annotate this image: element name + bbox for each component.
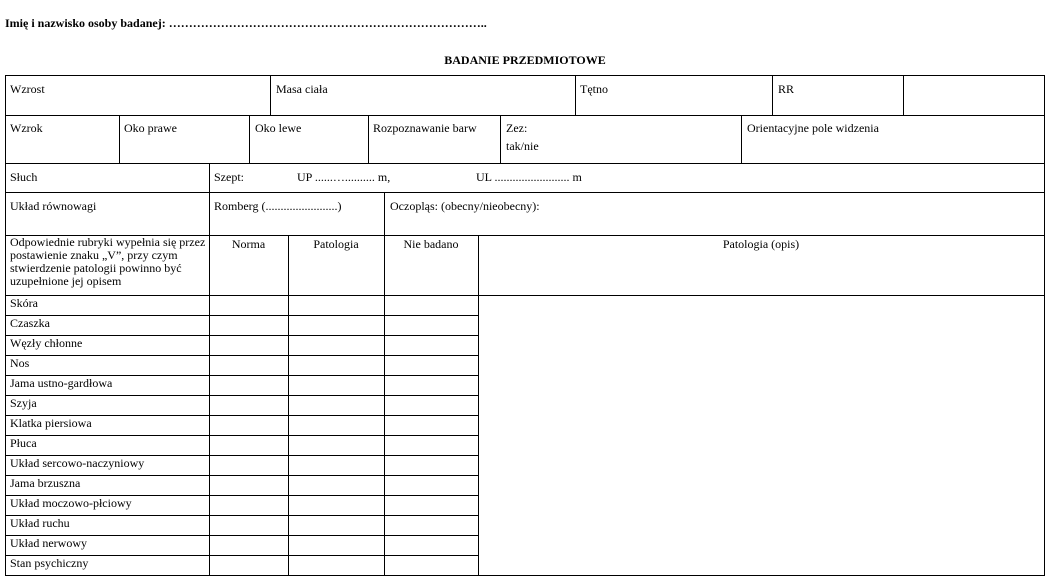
norma-cell[interactable]: [210, 376, 288, 395]
nie-badano-cell[interactable]: [385, 456, 478, 475]
patologia-cell[interactable]: [289, 336, 384, 355]
exam-row-label: Układ ruchu: [10, 516, 70, 530]
right-eye-field[interactable]: Oko prawe: [124, 121, 177, 135]
norma-cell[interactable]: [210, 456, 288, 475]
weight-field[interactable]: Masa ciała: [276, 82, 328, 96]
norma-cell[interactable]: [210, 356, 288, 375]
nie-badano-cell[interactable]: [385, 416, 478, 435]
pathology-description-area[interactable]: [479, 296, 1044, 575]
exam-row-label: Klatka piersiowa: [10, 416, 92, 430]
exam-row-label: Układ sercowo-naczyniowy: [10, 456, 145, 470]
patologia-cell[interactable]: [289, 376, 384, 395]
form-title: BADANIE PRZEDMIOTOWE: [444, 53, 606, 67]
patologia-cell[interactable]: [289, 316, 384, 335]
patologia-cell[interactable]: [289, 416, 384, 435]
left-ear-field[interactable]: UL ......................... m: [476, 170, 582, 184]
exam-row-label: Układ moczowo-płciowy: [10, 496, 132, 510]
norma-cell[interactable]: [210, 396, 288, 415]
color-vision-field[interactable]: Rozpoznawanie barw: [373, 121, 477, 135]
norma-cell[interactable]: [210, 496, 288, 515]
exam-row-label: Płuca: [10, 436, 37, 450]
blood-pressure-field[interactable]: RR: [778, 82, 795, 96]
exam-row-label: Nos: [10, 356, 30, 370]
norma-cell[interactable]: [210, 536, 288, 555]
patologia-cell[interactable]: [289, 436, 384, 455]
nie-badano-cell[interactable]: [385, 336, 478, 355]
exam-row-label: Układ nerwowy: [10, 536, 87, 550]
norma-cell[interactable]: [210, 296, 288, 315]
patologia-cell[interactable]: [289, 396, 384, 415]
exam-row-label: Jama ustno-gardłowa: [10, 376, 113, 390]
col-patologia-opis-header: Patologia (opis): [722, 237, 800, 251]
nie-badano-cell[interactable]: [385, 556, 478, 575]
nie-badano-cell[interactable]: [385, 396, 478, 415]
vision-label: Wzrok: [10, 121, 43, 135]
norma-cell[interactable]: [210, 316, 288, 335]
pulse-field[interactable]: Tętno: [580, 82, 608, 96]
exam-row-label: Skóra: [10, 296, 38, 310]
nie-badano-cell[interactable]: [385, 536, 478, 555]
norma-cell[interactable]: [210, 336, 288, 355]
strabismus-options[interactable]: tak/nie: [506, 139, 539, 153]
exam-row-label: Szyja: [10, 396, 37, 410]
norma-cell[interactable]: [210, 416, 288, 435]
blood-pressure-value-field[interactable]: [904, 76, 1044, 115]
nie-badano-cell[interactable]: [385, 296, 478, 315]
col-nie-badano-header: Nie badano: [403, 237, 459, 251]
height-field[interactable]: Wzrost: [10, 82, 45, 96]
right-ear-field[interactable]: UP ......….......... m,: [297, 170, 391, 184]
norma-cell[interactable]: [210, 516, 288, 535]
exam-row-label: Czaszka: [10, 316, 50, 330]
exam-row-label: Węzły chłonne: [10, 336, 83, 350]
norma-cell[interactable]: [210, 436, 288, 455]
patologia-cell[interactable]: [289, 556, 384, 575]
nie-badano-cell[interactable]: [385, 356, 478, 375]
patologia-cell[interactable]: [289, 496, 384, 515]
nie-badano-cell[interactable]: [385, 376, 478, 395]
nie-badano-cell[interactable]: [385, 516, 478, 535]
nie-badano-cell[interactable]: [385, 476, 478, 495]
balance-label: Układ równowagi: [10, 199, 97, 213]
hearing-label: Słuch: [10, 170, 38, 184]
patologia-cell[interactable]: [289, 536, 384, 555]
strabismus-label: Zez:: [506, 121, 528, 135]
nie-badano-cell[interactable]: [385, 496, 478, 515]
left-eye-field[interactable]: Oko lewe: [255, 121, 302, 135]
patient-name-label: Imię i nazwisko osoby badanej: ……………………………………………………………………..: [5, 16, 487, 30]
col-norma-header: Norma: [231, 237, 266, 251]
patologia-cell[interactable]: [289, 456, 384, 475]
patologia-cell[interactable]: [289, 476, 384, 495]
norma-cell[interactable]: [210, 556, 288, 575]
whisper-label: Szept:: [214, 170, 244, 184]
instruction-text: Odpowiednie rubryki wypełnia się przez postawienie znaku „V”, przy czym stwierdzenie patologii powinno być uzupełnione jej opisem: [10, 235, 206, 288]
exam-row-label: Jama brzuszna: [10, 476, 81, 490]
patologia-cell[interactable]: [289, 356, 384, 375]
nie-badano-cell[interactable]: [385, 436, 478, 455]
norma-cell[interactable]: [210, 476, 288, 495]
visual-field-field[interactable]: Orientacyjne pole widzenia: [747, 121, 879, 135]
nystagmus-field[interactable]: Oczopląs: (obecny/nieobecny):: [390, 199, 540, 213]
exam-row-label: Stan psychiczny: [10, 556, 89, 570]
romberg-field[interactable]: Romberg (........................): [214, 199, 342, 213]
patologia-cell[interactable]: [289, 296, 384, 315]
patologia-cell[interactable]: [289, 516, 384, 535]
col-patologia-header: Patologia: [313, 237, 359, 251]
nie-badano-cell[interactable]: [385, 316, 478, 335]
